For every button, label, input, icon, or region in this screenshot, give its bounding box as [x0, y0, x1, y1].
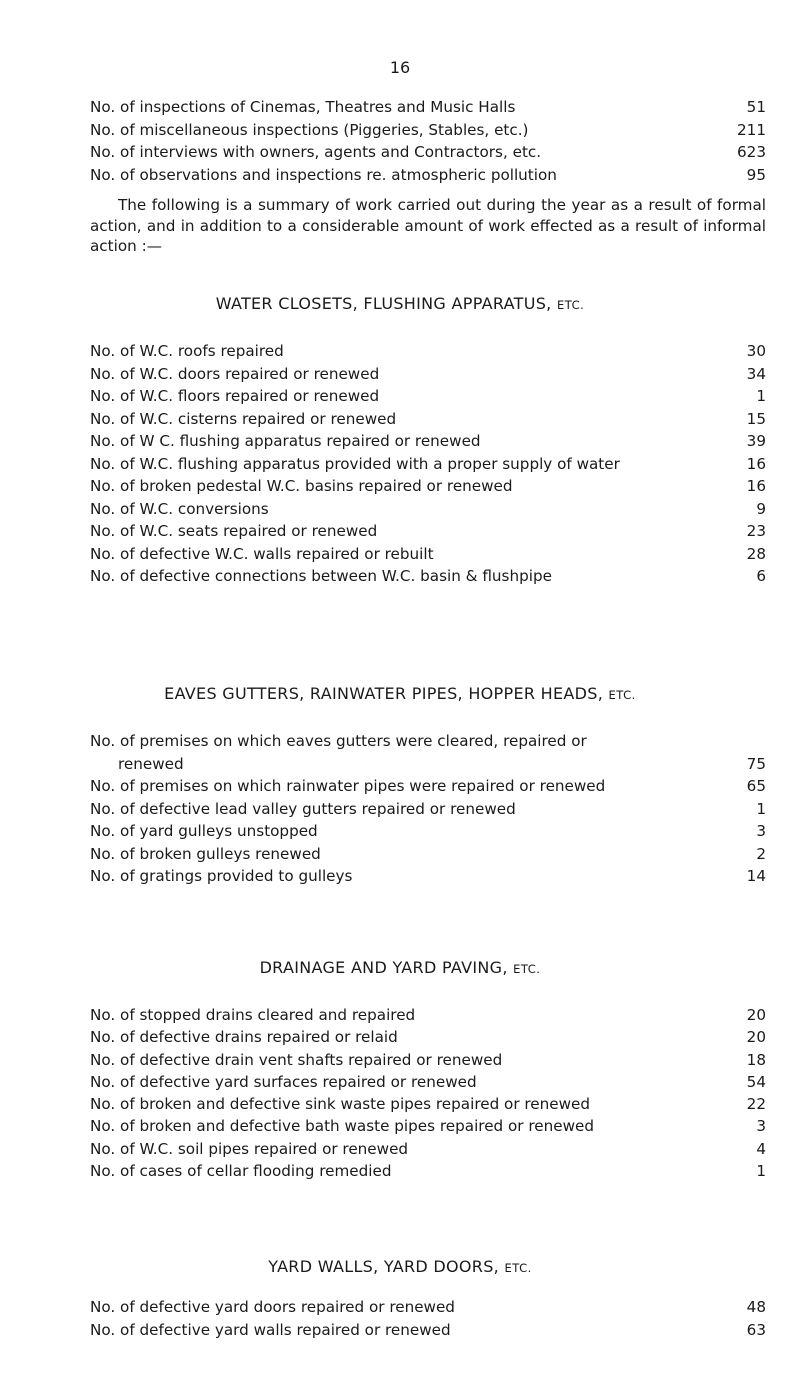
list-item: No. of broken and defective sink waste pipes repaired or renewed 22: [90, 1095, 766, 1114]
list-item: No. of gratings provided to gulleys 14: [90, 867, 766, 885]
list-item: No. of defective W.C. walls repaired or rebuilt 28: [90, 544, 766, 563]
list-item: No. of W.C. floors repaired or renewed 1: [90, 387, 766, 405]
list-item: No. of defective yard surfaces repaired or renewed 54: [90, 1072, 766, 1091]
list-item: No. of W.C. conversions 9: [90, 499, 766, 518]
list-item: No. of defective lead valley gutters repaired or renewed 1: [90, 799, 766, 818]
list-item: No. of broken pedestal W.C. basins repaired or renewed 16: [90, 477, 766, 495]
list-item-continuation: renewed 75: [118, 754, 766, 773]
section-heading: WATER CLOSETS, FLUSHING APPARATUS, ETC.: [215, 294, 585, 313]
inspections-list: [90, 96, 766, 186]
list-item: No. of observations and inspections re. atmospheric pollution 95: [90, 165, 766, 184]
list-item: No. of stopped drains cleared and repaired 20: [90, 1006, 766, 1024]
list-item: No. of premises on which eaves gutters were cleared, repaired or: [90, 732, 587, 750]
section-heading: EAVES GUTTERS, RAINWATER PIPES, HOPPER HEADS, ETC.: [164, 684, 636, 703]
list-item: No. of W C. flushing apparatus repaired or renewed 39: [90, 432, 766, 450]
summary-paragraph: The following is a summary of work carried out during the year as a result of formal action, and in addition to a considerable amount of work effected as a result of informal action :—: [90, 196, 766, 255]
list-item: No. of W.C. doors repaired or renewed 34: [90, 364, 766, 383]
drainage-list: [90, 1004, 766, 1182]
list-item: No. of defective yard walls repaired or renewed 63: [90, 1320, 766, 1339]
list-item: No. of broken gulleys renewed 2: [90, 844, 766, 863]
yard-walls-list: [90, 1296, 766, 1341]
list-item: No. of W.C. seats repaired or renewed 23: [90, 522, 766, 540]
list-item: No. of W.C. flushing apparatus provided with a proper supply of water 16: [90, 454, 766, 473]
section-heading: DRAINAGE AND YARD PAVING, ETC.: [259, 958, 541, 977]
section-heading: YARD WALLS, YARD DOORS, ETC.: [268, 1257, 532, 1276]
list-item: No. of defective connections between W.C. basin & flushpipe 6: [90, 567, 766, 585]
list-item: No. of inspections of Cinemas, Theatres and Music Halls 51: [90, 98, 766, 116]
list-item: No. of cases of cellar flooding remedied 1: [90, 1162, 766, 1181]
list-item: No. of defective yard doors repaired or renewed 48: [90, 1298, 766, 1316]
page-number: 16: [389, 58, 411, 77]
list-item: No. of defective drains repaired or relaid 20: [90, 1028, 766, 1047]
list-item: No. of premises on which rainwater pipes were repaired or renewed 65: [90, 777, 766, 795]
list-item: No. of defective drain vent shafts repaired or renewed 18: [90, 1050, 766, 1069]
list-item: No. of yard gulleys unstopped 3: [90, 822, 766, 840]
list-item: No. of W.C. roofs repaired 30: [90, 342, 766, 360]
list-item: No. of W.C. cisterns repaired or renewed 15: [90, 409, 766, 428]
list-item: No. of broken and defective bath waste pipes repaired or renewed 3: [90, 1117, 766, 1136]
water-closets-list: [90, 340, 766, 588]
eaves-gutters-list: [90, 730, 766, 888]
list-item: No. of interviews with owners, agents and Contractors, etc. 623: [90, 143, 766, 161]
list-item: No. of miscellaneous inspections (Piggeries, Stables, etc.) 211: [90, 120, 766, 139]
list-item: No. of W.C. soil pipes repaired or renewed 4: [90, 1139, 766, 1158]
